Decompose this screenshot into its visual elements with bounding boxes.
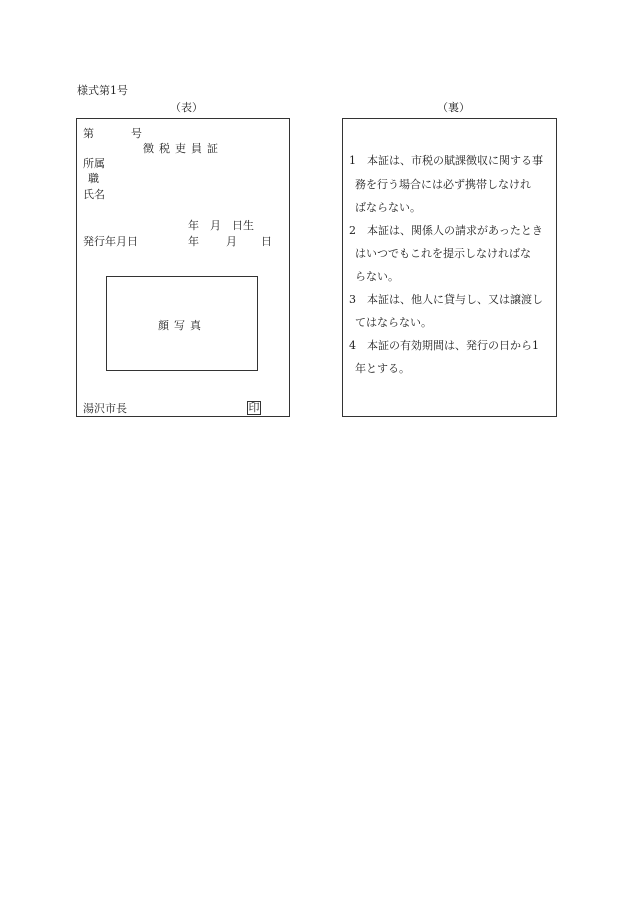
back-line: 1 本証は、市税の賦課徴収に関する事: [349, 154, 543, 167]
issuer: 湯沢市長: [83, 402, 127, 415]
name-label: 氏名: [83, 188, 105, 201]
back-line: 2 本証は、関係人の請求があったとき: [349, 224, 543, 237]
photo-label: 顔写真: [158, 319, 206, 332]
position-label: 職: [88, 172, 99, 185]
photo-frame: [106, 276, 258, 371]
back-line: 年とする。: [355, 362, 410, 375]
back-line: 4 本証の有効期間は、発行の日から1: [349, 339, 539, 352]
front-card: [76, 118, 290, 417]
back-line: らない。: [355, 270, 399, 283]
issue-date-label: 発行年月日: [83, 235, 138, 248]
birth-date: 年 月 日生: [188, 219, 254, 232]
back-line: 3 本証は、他人に貸与し、又は譲渡し: [349, 293, 543, 306]
issue-month: 月: [226, 235, 237, 248]
back-line: はいつでもこれを提示しなければな: [355, 247, 531, 260]
form-number: 様式第1号: [77, 84, 128, 97]
back-line: ばならない。: [355, 201, 421, 214]
issue-year: 年: [188, 235, 199, 248]
affiliation-label: 所属: [83, 157, 105, 170]
issue-day: 日: [261, 235, 272, 248]
card-title: 徴税吏員証: [143, 142, 223, 155]
front-label: （表）: [170, 101, 203, 114]
seal-mark: 印: [248, 401, 260, 414]
back-line: てはならない。: [355, 316, 432, 329]
back-label: （裏）: [437, 101, 470, 114]
number-suffix: 号: [131, 127, 142, 140]
back-text: [349, 119, 554, 416]
back-line: 務を行う場合には必ず携帯しなけれ: [355, 178, 531, 191]
number-prefix: 第: [83, 127, 94, 140]
back-card: [342, 118, 557, 417]
